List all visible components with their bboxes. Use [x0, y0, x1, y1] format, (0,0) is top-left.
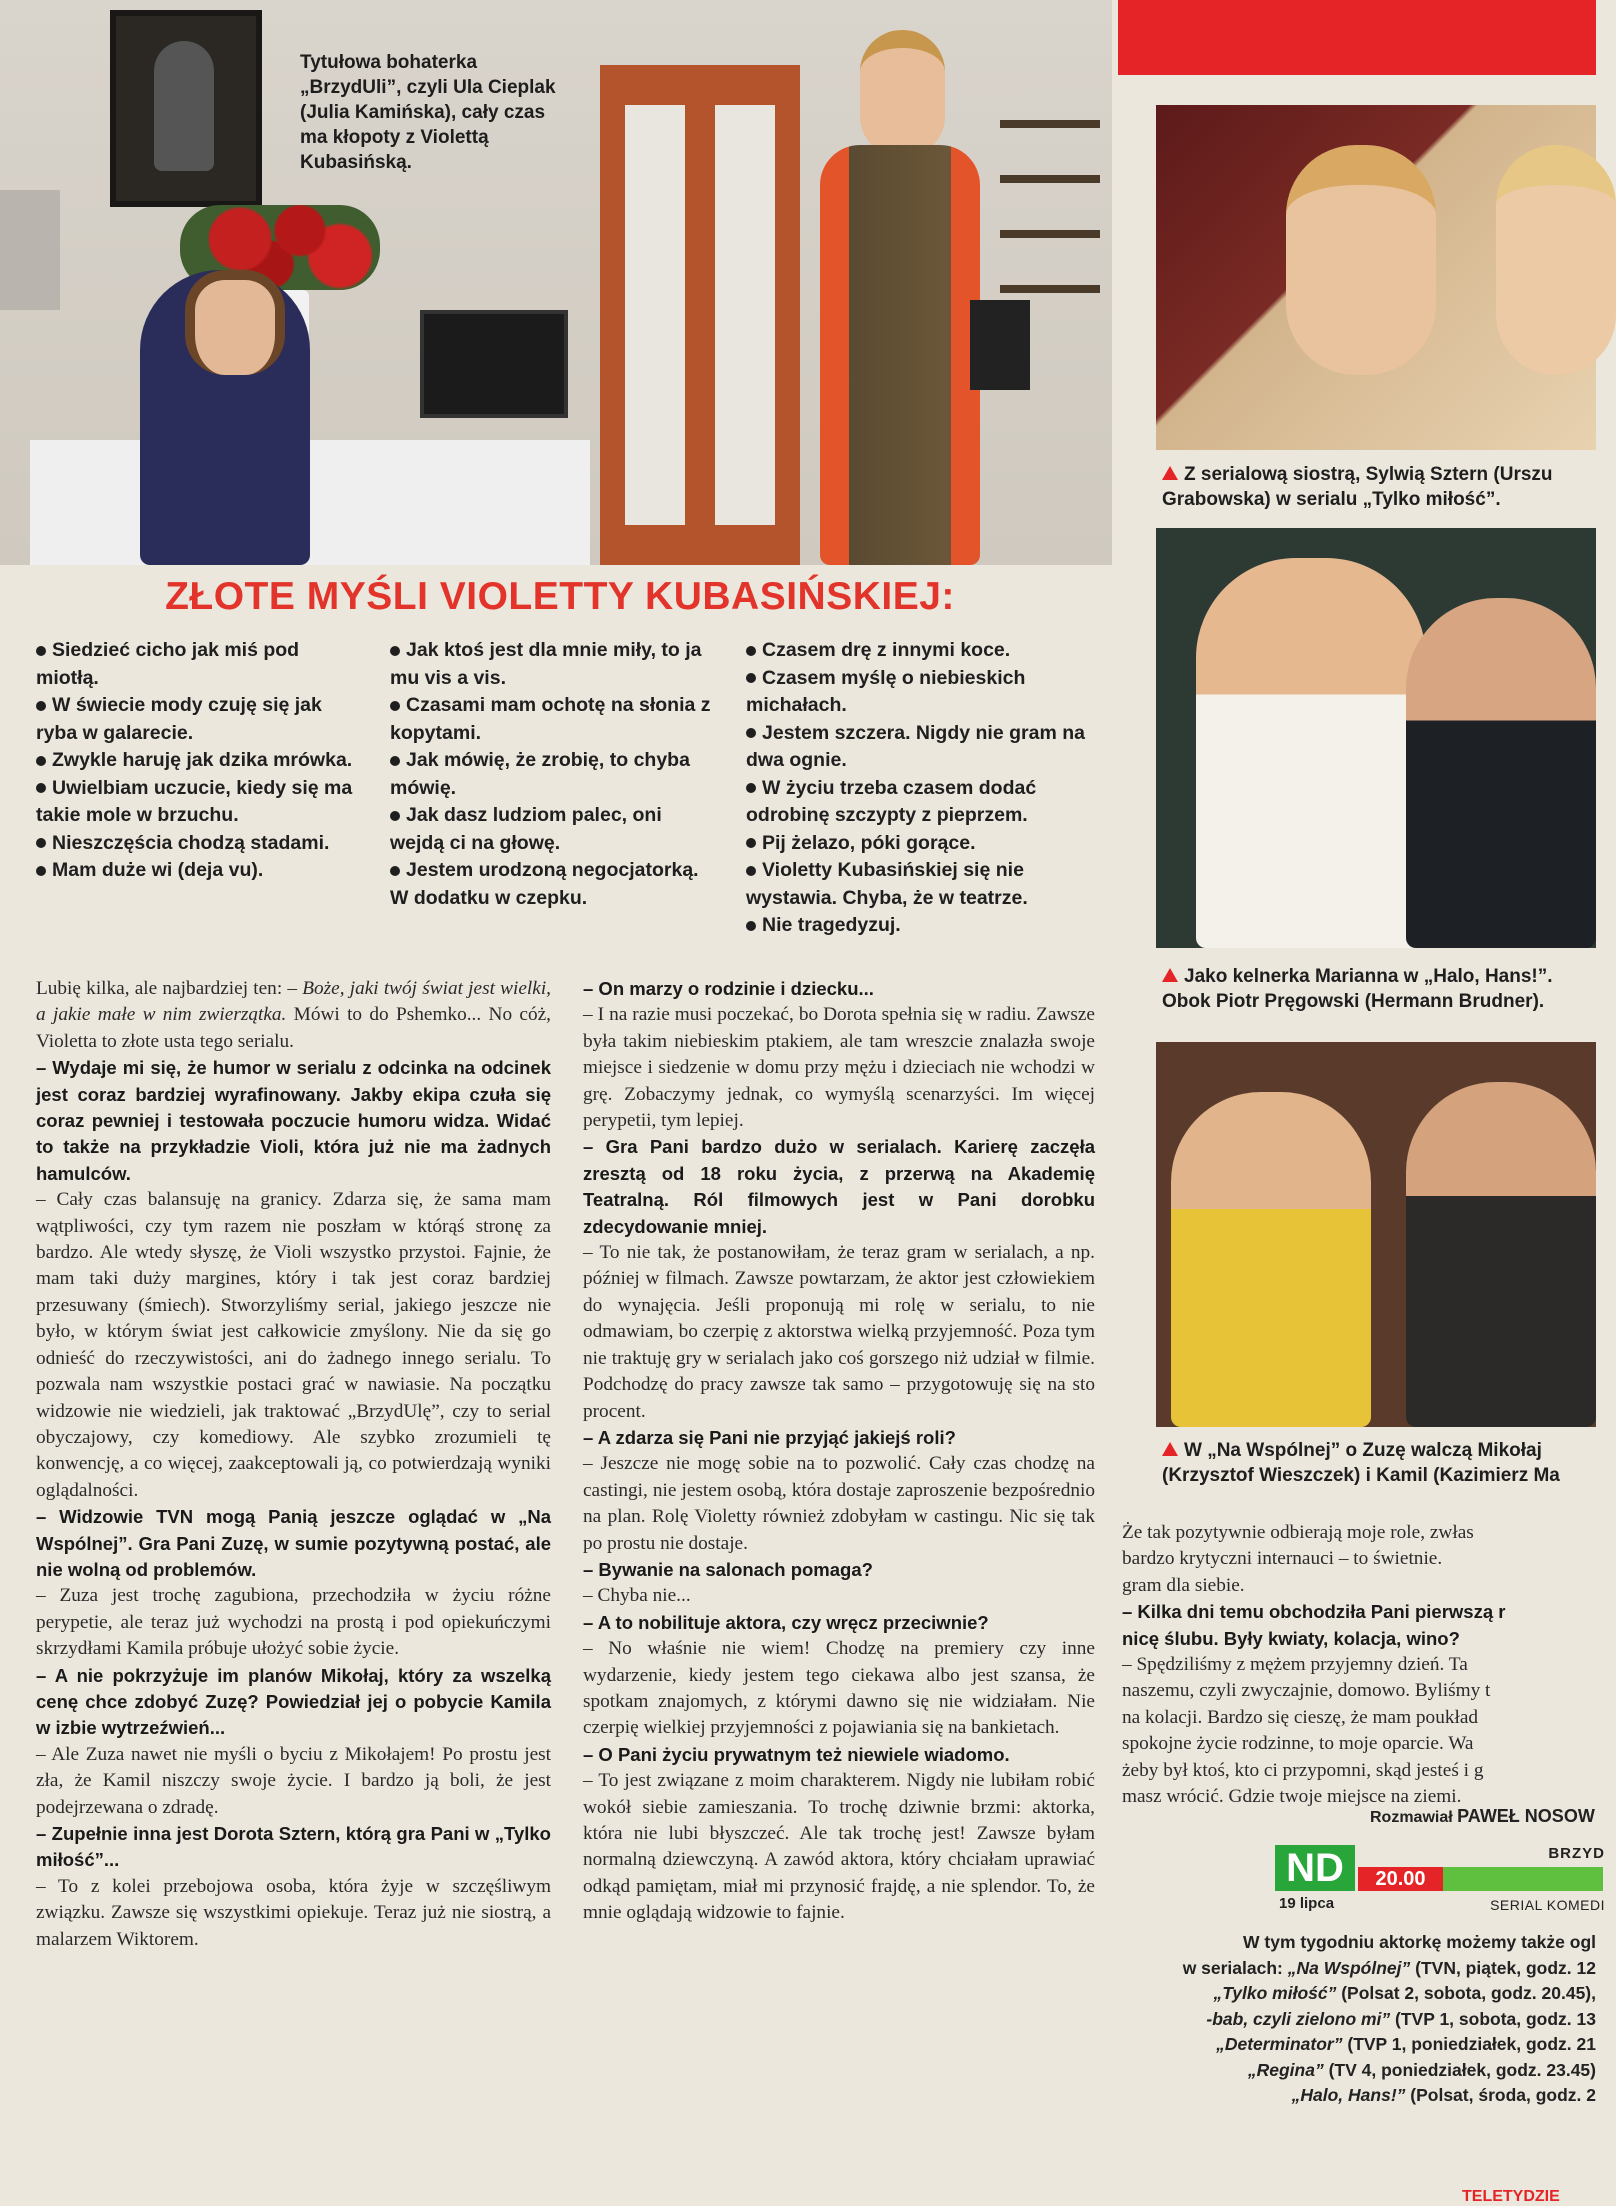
answer: – Ale Zuza nawet nie myśli o byciu z Mikołajem! Po prostu jest zła, że Kamil niszczy swoje życie. I bardzo ją boli, że jest podejrzewana o zdradę. — [36, 1743, 551, 1818]
thoughts-column-b — [390, 637, 720, 912]
red-header-bar — [1118, 0, 1596, 75]
triangle-icon — [1162, 1442, 1178, 1456]
thoughts-column-c — [746, 637, 1096, 940]
answer: – To z kolei przebojowa osoba, która żyje w szczęśliwym związku. Zawsze się wszystkimi opiekuje. Teraz już nie siostrą, a malarzem Wiktorem. — [36, 1875, 551, 1950]
question: – Bywanie na salonach pomaga? — [583, 1558, 873, 1580]
answer: – Cały czas balansuję na granicy. Zdarza się, że sama mam wątpliwości, czy tym razem nie poszłam w którąś stronę za bardzo. Ale wtedy słyszę, że Violi wszystko przystoi. Fajnie, że mam taki duży margines, który i tak jest coraz bardziej przesuwany (śmiech). Stworzyliśmy serial, jakiego jeszcze nie było, w którym świat jest całkowicie zmyślony. Nie da się go odnieść do rzeczywistości, ani do żadnego innego serialu. To pozwala nam wszystkie postaci grać w nawiasie. Na początku widzowie nie wiedzieli, jak traktować „BrzydUlę”, czy to serial obyczajowy, czy komediowy. Ale szybko zrozumieli tę konwencję, a co więcej, zaakceptowali ją, co potwierdzają wyniki oglądalności. — [36, 1189, 551, 1501]
thought-item: W świecie mody czuję się jak ryba w galarecie. — [36, 694, 322, 744]
magazine-logo: TELETYDZIE — [1462, 2188, 1560, 2205]
question: – Wydaje mi się, że humor w serialu z odcinka na odcinek jest coraz bardziej wyrafinowany. Jakby ekipa czuła się coraz pewniej i testowała poczucie humoru widza. Widać to także na przykładzie Violi, która już nie ma żadnych hamulców. — [36, 1057, 551, 1184]
air-date: 19 lipca — [1279, 1895, 1335, 1912]
question: – A nie pokrzyżuje im planów Mikołaj, który za wszelką cenę chce zdobyć Zuzę? Powiedział jej o pobycie Kamila w izbie wytrzeźwień... — [36, 1664, 551, 1739]
triangle-icon — [1162, 968, 1178, 982]
question: – Widzowie TVN mogą Panią jeszcze oglądać w „Na Wspólnej”. Gra Pani Zuzę, w sumie pozytywną postać, ale nie wolną od problemów. — [36, 1506, 551, 1580]
standing-actress — [800, 30, 1000, 565]
tv-listing-box — [1275, 1845, 1605, 1915]
thought-item: Czasami mam ochotę na słonia z kopytami. — [390, 694, 711, 744]
answer: – To nie tak, że postanowiłam, że teraz gram w serialach, a np. później w filmach. Zawsze powtarzam, że aktor jest człowiekiem do wynajęcia. Jeśli proponują mi rolę w serialu, to nie odmawiam, bo czerpię z aktorstwa wielką przyjemność. Poza tym nie traktuję gry w serialach jako coś gorszego niż udział w filmie. Podchodzę do pracy zawsze tak samo – przygotowuję się na sto procent. — [583, 1242, 1095, 1422]
answer: – No właśnie nie wiem! Chodzę na premiery czy inne wydarzenie, kiedy jestem tego ciekawa albo jest szansa, że spotkam znajomych, z którymi dawno się nie widziałam. Nie czerpię wielkiej przyjemności z pojawiania się na bankietach. — [583, 1638, 1095, 1739]
hero-caption: Tytułowa bohaterka „BrzydUli”, czyli Ula Cieplak (Julia Kamińska), cały czas ma kłopoty z Violettą Kubasińską. — [300, 52, 556, 173]
thought-item: Nie tragedyzuj. — [746, 912, 1096, 940]
question: – O Pani życiu prywatnym też niewiele wiadomo. — [583, 1743, 1010, 1765]
headline: ZŁOTE MYŚLI VIOLETTY KUBASIŃSKIEJ: — [165, 575, 955, 618]
thought-item: Zwykle haruję jak dzika mrówka. — [36, 747, 366, 775]
answer: – Zuza jest trochę zagubiona, przechodziła w życiu różne perypetie, ale teraz już wychodzi na prostą i pod opiekuńczymi skrzydłami Kamila próbuje ułożyć sobie życie. — [36, 1585, 551, 1660]
thought-item: Czasem myślę o niebieskich michałach. — [746, 666, 1026, 716]
thought-item: Jak dasz ludziom palec, oni wejdą ci na głowę. — [390, 804, 662, 854]
paragraph: Lubię kilka, ale najbardziej ten: – Boże, jaki twój świat jest wielki, a jakie małe w nim zwierzątka. Mówi to do Pshemko... No cóż, Violetta to złote usta tego serialu. — [36, 978, 551, 1052]
question: – Gra Pani bardzo dużo w serialach. Karierę zaczęła zresztą od 18 roku życia, z przerwą na Akademię Teatralną. Ról filmowych jest w Pani dorobku zdecydowanie mniej. — [583, 1136, 1095, 1237]
answer: – Jeszcze nie mogę sobie na to pozwolić. Cały czas chodzę na castingi, nie jestem osobą, która dostaje zaproszenie bezpośrednio na plan. Rolę Violetty również zdobyłam w castingu. Nic się tak po prostu nie dostaje. — [583, 1453, 1095, 1554]
photo-halo-hans — [1156, 528, 1596, 948]
door — [600, 65, 800, 565]
thought-item: Nieszczęścia chodzą stadami. — [36, 830, 366, 858]
day-badge: ND — [1275, 1845, 1355, 1891]
triangle-icon — [1162, 466, 1178, 480]
photo-caption: Jako kelnerka Marianna w „Halo, Hans!”. Obok Piotr Pręgowski (Hermann Brudner). — [1162, 966, 1553, 1012]
photo-caption: W „Na Wspólnej” o Zuzę walczą Mikołaj (Krzysztof Wieszczek) i Kamil (Kazimierz Ma — [1162, 1440, 1560, 1486]
seated-actress — [140, 270, 310, 565]
thoughts-column-a — [36, 637, 366, 885]
photo-na-wspolnej — [1156, 1042, 1596, 1427]
thought-item: W życiu trzeba czasem dodać odrobinę szczypty z pieprzem. — [746, 776, 1037, 826]
air-time: 20.00 — [1358, 1867, 1443, 1891]
show-title: BRZYD — [1548, 1845, 1605, 1862]
genre: SERIAL KOMEDI — [1490, 1897, 1605, 1913]
thought-item: Jestem szczera. Nigdy nie gram na dwa ognie. — [746, 721, 1085, 771]
question: – Kilka dni temu obchodziła Pani pierwszą r — [1122, 1601, 1506, 1623]
thought-item: Jestem urodzoną negocjatorką. W dodatku w czepku. — [390, 859, 699, 909]
article-column-right: Że tak pozytywnie odbierają moje role, zwłas bardzo krytyczni internauci – to świetnie. gram dla siebie. – Kilka dni temu obchodziła Pani pierwszą r nicę ślubu. Były kwiaty, kolacja, wino? – Spędziliśmy z mężem przyjemny dzień. Ta naszemu, czyli zwyczajnie, domowo. Byliśmy t na kolacji. Bardzo się cieszę, że mam poukład spokojne życie rodzinne, to moje oparcie. Wa żeby był ktoś, kto ci przypomni, skąd jesteś i g masz wrócić. Gdzie twoje miejsce na ziemi. — [1122, 1520, 1596, 1810]
question: – A to nobilituje aktora, czy wręcz przeciwnie? — [583, 1611, 989, 1633]
portrait-frame — [110, 10, 262, 207]
thought-item: Jak ktoś jest dla mnie miły, to ja mu vis a vis. — [390, 639, 702, 689]
answer: – Chyba nie... — [583, 1585, 691, 1607]
answer: – I na razie musi poczekać, bo Dorota spełnia się w radiu. Zawsze była takim niebieskim ptakiem, ale tam wreszcie znalazła swoje miejsce i siedzenie w domu przy mężu i dzieciach nie wchodzi w grę. Zobaczymy jednak, co wymyślą scenarzyści. Im więcej perypetii, tym lepiej. — [583, 1004, 1095, 1132]
question: – On marzy o rodzinie i dziecku... — [583, 978, 874, 999]
answer: – To jest związane z moim charakterem. Nigdy nie lubiłam robić wokół siebie zamieszania. To trochę dziwnie brzmi: aktorka, która nie lubi błyszczeć. Ale tak trochę jest! Zawsze byłam normalną dziewczyną. A zawód aktora, który chciałam uprawiać odkąd pamiętam, miał mi przynosić frajdę, a nie splendor. To, że mnie oglądają widzowie to fajnie. — [583, 1770, 1095, 1924]
question: – Zupełnie inna jest Dorota Sztern, którą gra Pani w „Tylko miłość”... — [36, 1823, 551, 1871]
article-column-middle — [583, 976, 1095, 1927]
thought-item: Uwielbiam uczucie, kiedy się ma takie mole w brzuchu. — [36, 776, 353, 826]
thought-item: Violetty Kubasińskiej się nie wystawia. Chyba, że w teatrze. — [746, 859, 1028, 909]
byline: Rozmawiał PAWEŁ NOSOW — [1370, 1806, 1595, 1826]
question: nicę ślubu. Były kwiaty, kolacja, wino? — [1122, 1627, 1460, 1649]
also-watch-box: W tym tygodniu aktorkę możemy także ogl w serialach: „Na Wspólnej” (TVN, piątek, godz. 12 „Tylko miłość” (Polsat 2, sobota, godz. 20.45), -bab, czyli zielono mi” (TVP 1, sobota, godz. 13 „Determinator” (TVP 1, poniedziałek, godz. 21 „Regina” (TV 4, poniedziałek, godz. 23.45) „Halo, Hans!” (Polsat, środa, godz. 2 — [1182, 1932, 1596, 2105]
photo-caption: Z serialową siostrą, Sylwią Sztern (Urszu Grabowska) w serialu „Tylko miłość”. — [1162, 464, 1553, 510]
thought-item: Mam duże wi (deja vu). — [36, 857, 366, 885]
thought-item: Jak mówię, że zrobię, to chyba mówię. — [390, 749, 690, 799]
thought-item: Siedzieć cicho jak miś pod miotłą. — [36, 639, 300, 689]
thought-item: Pij żelazo, póki gorące. — [746, 830, 1096, 858]
thought-item: Czasem drę z innymi koce. — [746, 637, 1096, 665]
photo-sisters — [1156, 105, 1596, 450]
question: – A zdarza się Pani nie przyjąć jakiejś roli? — [583, 1426, 956, 1448]
article-column-left — [36, 976, 551, 1953]
